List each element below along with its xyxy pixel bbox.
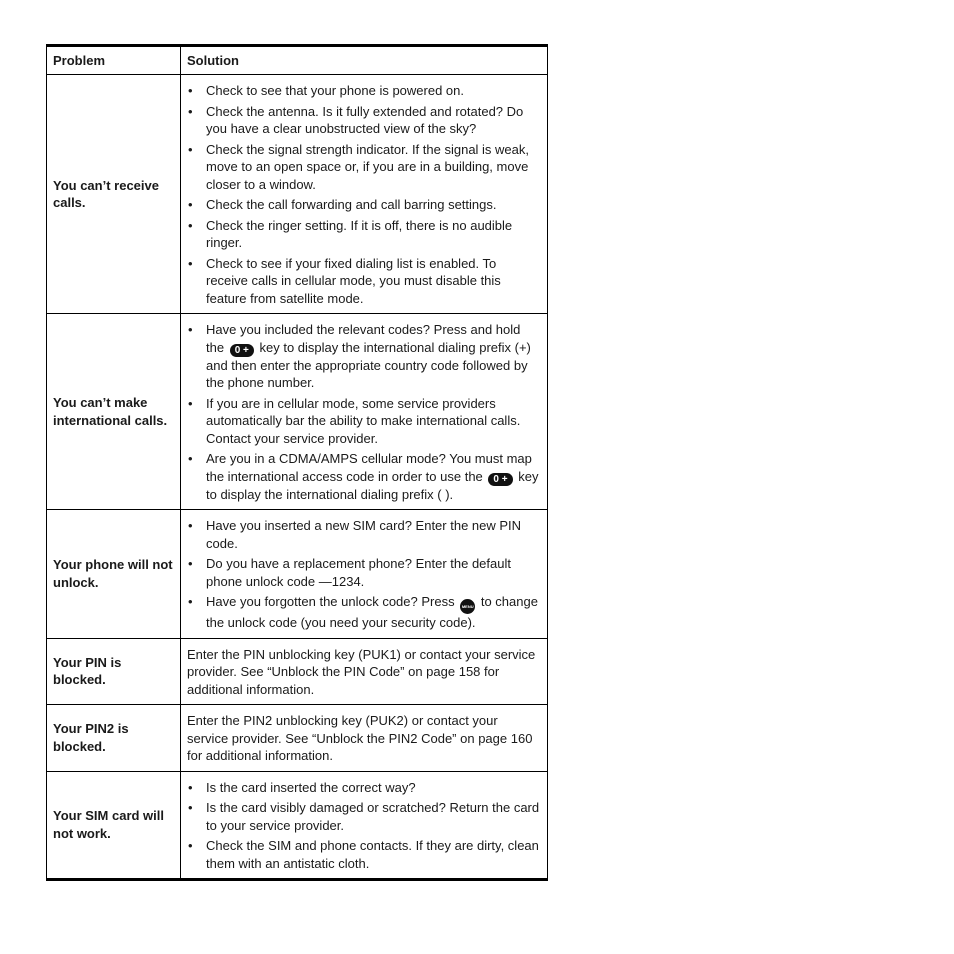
solution-cell xyxy=(181,75,548,314)
table-row xyxy=(47,510,548,639)
problem-header: Problem xyxy=(47,46,181,75)
troubleshooting-table xyxy=(46,44,548,881)
list-item xyxy=(187,517,541,552)
bullet-icon: • xyxy=(188,255,193,271)
table-row xyxy=(47,314,548,510)
solution-cell: Enter the PIN2 unblocking key (PUK2) or contact your service provider. See “Unblock the PIN2 Code” on page 160 for additional information. xyxy=(181,705,548,772)
bullet-icon: • xyxy=(188,197,193,212)
list-item-text: Is the card inserted the correct way? xyxy=(206,779,416,795)
menu-key-icon: MENU xyxy=(460,599,475,614)
list-item xyxy=(187,555,541,590)
list-item-text: Check to see if your fixed dialing list is enabled. To receive calls in cellular mode, you must disable this feature from satellite mode. xyxy=(206,255,501,306)
bullet-icon: • xyxy=(188,556,193,571)
header-row xyxy=(47,46,548,75)
problem-cell: You can’t receive calls. xyxy=(47,75,181,314)
list-item-text: Do you have a replacement phone? Enter the default phone unlock code —1234. xyxy=(206,556,511,589)
problem-cell: Your PIN2 is blocked. xyxy=(47,705,181,772)
solution-cell xyxy=(181,510,548,639)
table-row xyxy=(47,75,548,314)
problem-cell: You can’t make international calls. xyxy=(47,314,181,510)
list-item-text: key to display the international dialing prefix (+) and then enter the appropriate country code followed by the phone number. xyxy=(206,339,531,390)
solution-list xyxy=(187,321,541,503)
list-item-text: Check the signal strength indicator. If the signal is weak, move to an open space or, if you are in a building, move closer to a window. xyxy=(206,141,530,192)
solution-cell xyxy=(181,314,548,510)
list-item xyxy=(187,82,541,100)
list-item xyxy=(187,217,541,252)
bullet-icon: • xyxy=(188,217,193,233)
list-item-text: key to display the international dialing prefix ( ). xyxy=(206,468,539,502)
list-item-text: Check the SIM and phone contacts. If they are dirty, clean them with an antistatic cloth. xyxy=(206,838,539,871)
list-item xyxy=(187,799,541,834)
solution-cell xyxy=(181,771,548,880)
bullet-icon: • xyxy=(188,594,193,609)
bullet-icon: • xyxy=(188,451,193,466)
list-item xyxy=(187,196,541,214)
bullet-icon: • xyxy=(188,518,193,533)
bullet-icon: • xyxy=(188,779,193,795)
zero-plus-key-icon: 0 + xyxy=(488,473,512,486)
list-item-text: Is the card visibly damaged or scratched? Return the card to your service provider. xyxy=(206,800,540,833)
problem-cell: Your SIM card will not work. xyxy=(47,771,181,880)
solution-list xyxy=(187,517,541,632)
bullet-icon: • xyxy=(188,322,193,337)
problem-cell: Your PIN is blocked. xyxy=(47,638,181,705)
table-row xyxy=(47,771,548,880)
list-item-text: Check the ringer setting. If it is off, there is no audible ringer. xyxy=(206,217,513,250)
bullet-icon: • xyxy=(188,395,193,411)
list-item-text: to change the unlock code (you need your security code). xyxy=(206,594,538,630)
list-item xyxy=(187,593,541,632)
list-item-text: Have you forgotten the unlock code? Press xyxy=(206,594,455,609)
list-item xyxy=(187,255,541,308)
list-item xyxy=(187,321,541,392)
solution-list xyxy=(187,779,541,873)
bullet-icon: • xyxy=(188,83,193,98)
list-item-text: Have you inserted a new SIM card? Enter the new PIN code. xyxy=(206,518,522,551)
list-item xyxy=(187,103,541,138)
list-item xyxy=(187,837,541,872)
bullet-icon: • xyxy=(188,141,193,157)
list-item xyxy=(187,779,541,797)
list-item-text: Check to see that your phone is powered on. xyxy=(206,83,464,98)
bullet-icon: • xyxy=(188,838,193,853)
solution-cell: Enter the PIN unblocking key (PUK1) or contact your service provider. See “Unblock the PIN Code” on page 158 for additional information. xyxy=(181,638,548,705)
list-item-text: Are you in a CDMA/AMPS cellular mode? You must map the international access code in order to use the xyxy=(206,451,532,484)
list-item-text: Check the call forwarding and call barring settings. xyxy=(206,197,497,212)
problem-cell: Your phone will not unlock. xyxy=(47,510,181,639)
solution-list xyxy=(187,82,541,307)
list-item xyxy=(187,450,541,503)
list-item xyxy=(187,141,541,194)
list-item xyxy=(187,395,541,448)
solution-header: Solution xyxy=(181,46,548,75)
table-row xyxy=(47,638,548,705)
list-item-text: If you are in cellular mode, some service providers automatically bar the ability to make international calls. Contact your service provider. xyxy=(206,395,521,446)
bullet-icon: • xyxy=(188,103,193,119)
table-row xyxy=(47,705,548,772)
list-item-text: Have you included the relevant codes? Press and hold the xyxy=(206,322,521,355)
zero-plus-key-icon: 0 + xyxy=(230,344,254,357)
bullet-icon: • xyxy=(188,800,193,815)
list-item-text: Check the antenna. Is it fully extended and rotated? Do you have a clear unobstructed view of the sky? xyxy=(206,103,524,136)
